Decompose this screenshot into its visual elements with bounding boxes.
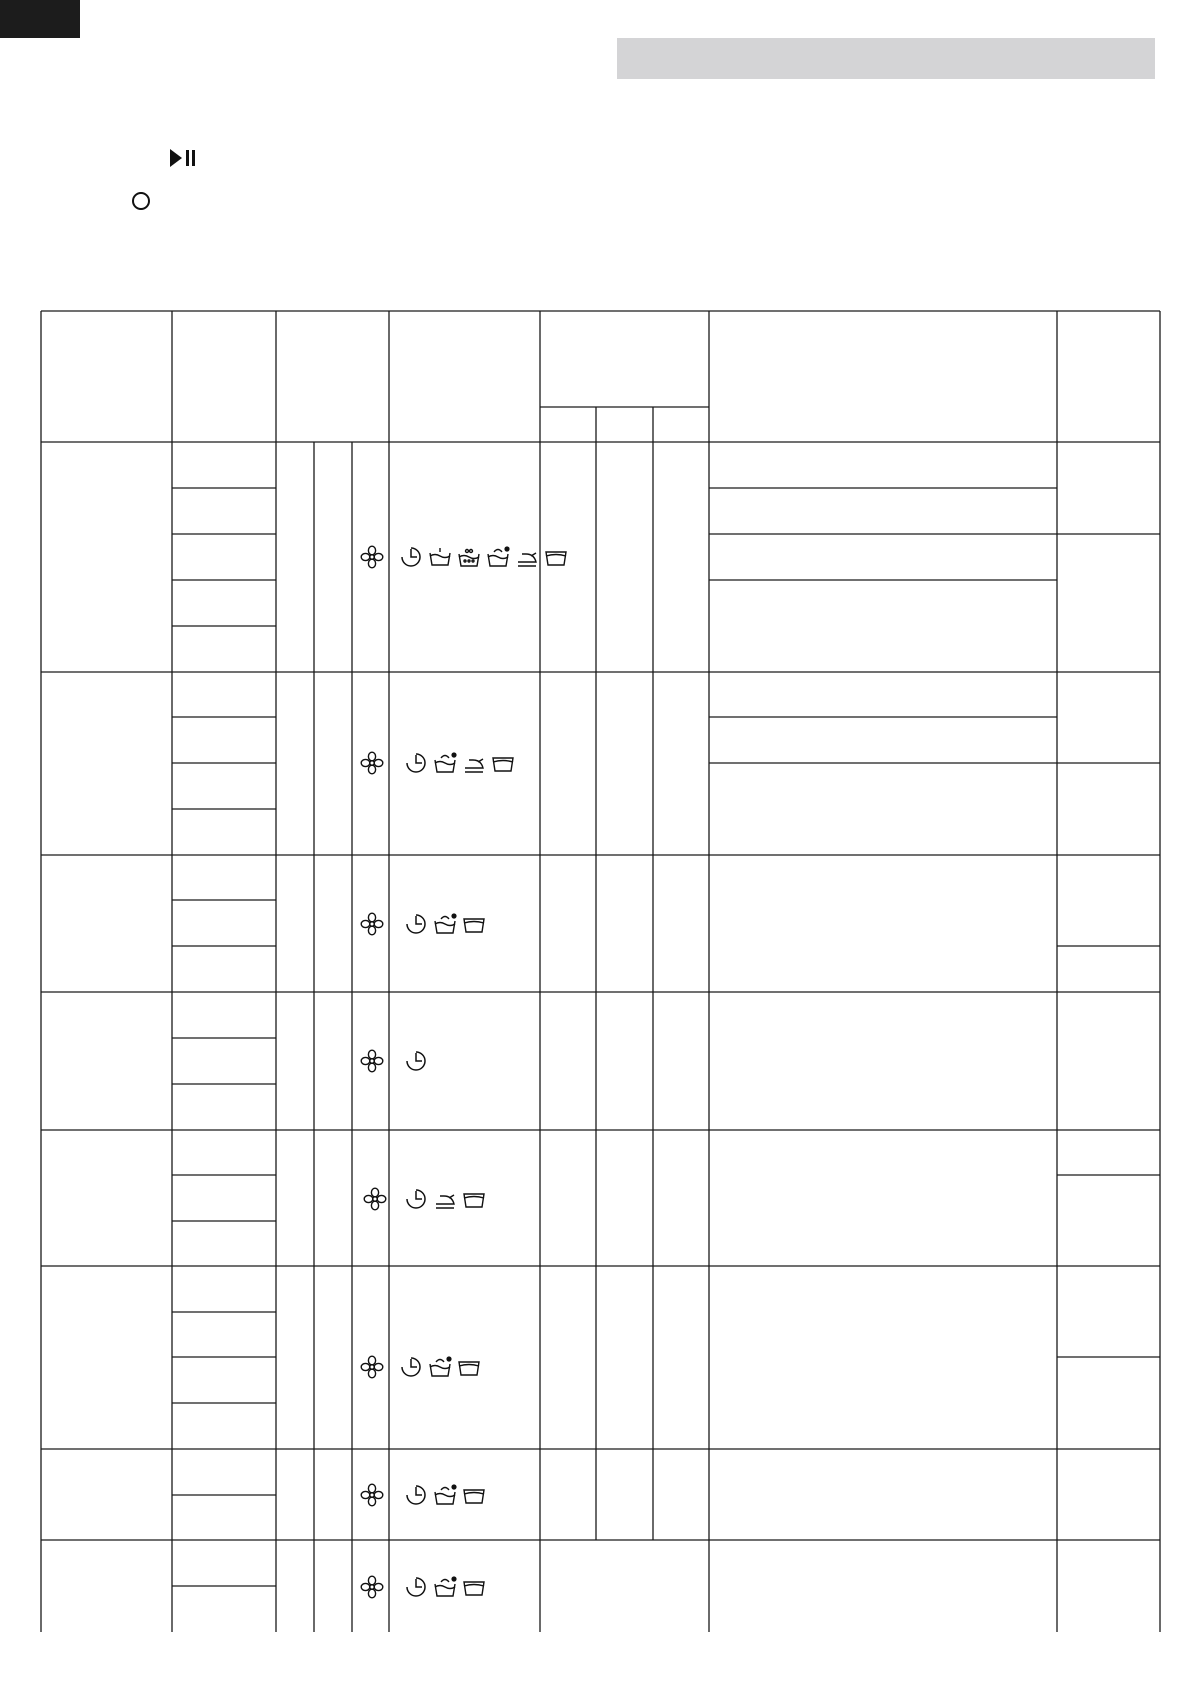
easy-iron-icon: [514, 544, 540, 570]
easy-iron-icon: [432, 1186, 458, 1212]
extra-rinse-icon: [461, 1482, 487, 1508]
extra-rinse-icon: [461, 911, 487, 937]
stain-icon: [432, 911, 458, 937]
timer-icon: [403, 1186, 429, 1212]
fan-icon: [359, 544, 385, 570]
stain-icon: [432, 1482, 458, 1508]
timer-icon: [398, 544, 424, 570]
stain-icon: [432, 1574, 458, 1600]
fan-icon: [359, 1354, 385, 1380]
fan-icon: [359, 1048, 385, 1074]
extra-rinse-icon: [461, 1186, 487, 1212]
fan-icon: [359, 1482, 385, 1508]
extra-rinse-icon: [461, 1574, 487, 1600]
extra-rinse-icon: [543, 544, 569, 570]
timer-icon: [398, 1354, 424, 1380]
stain-icon: [432, 750, 458, 776]
fan-icon: [359, 1574, 385, 1600]
easy-iron-icon: [461, 750, 487, 776]
timer-icon: [403, 750, 429, 776]
extra-rinse-icon: [490, 750, 516, 776]
extra-rinse-icon: [456, 1354, 482, 1380]
timer-icon: [403, 1048, 429, 1074]
timer-icon: [403, 1574, 429, 1600]
stain-icon: [485, 544, 511, 570]
prewash-icon: [427, 544, 453, 570]
fan-icon: [359, 750, 385, 776]
fan-icon: [362, 1186, 388, 1212]
timer-icon: [403, 911, 429, 937]
fan-icon: [359, 911, 385, 937]
timer-icon: [403, 1482, 429, 1508]
intensive-icon: [456, 544, 482, 570]
stain-icon: [427, 1354, 453, 1380]
